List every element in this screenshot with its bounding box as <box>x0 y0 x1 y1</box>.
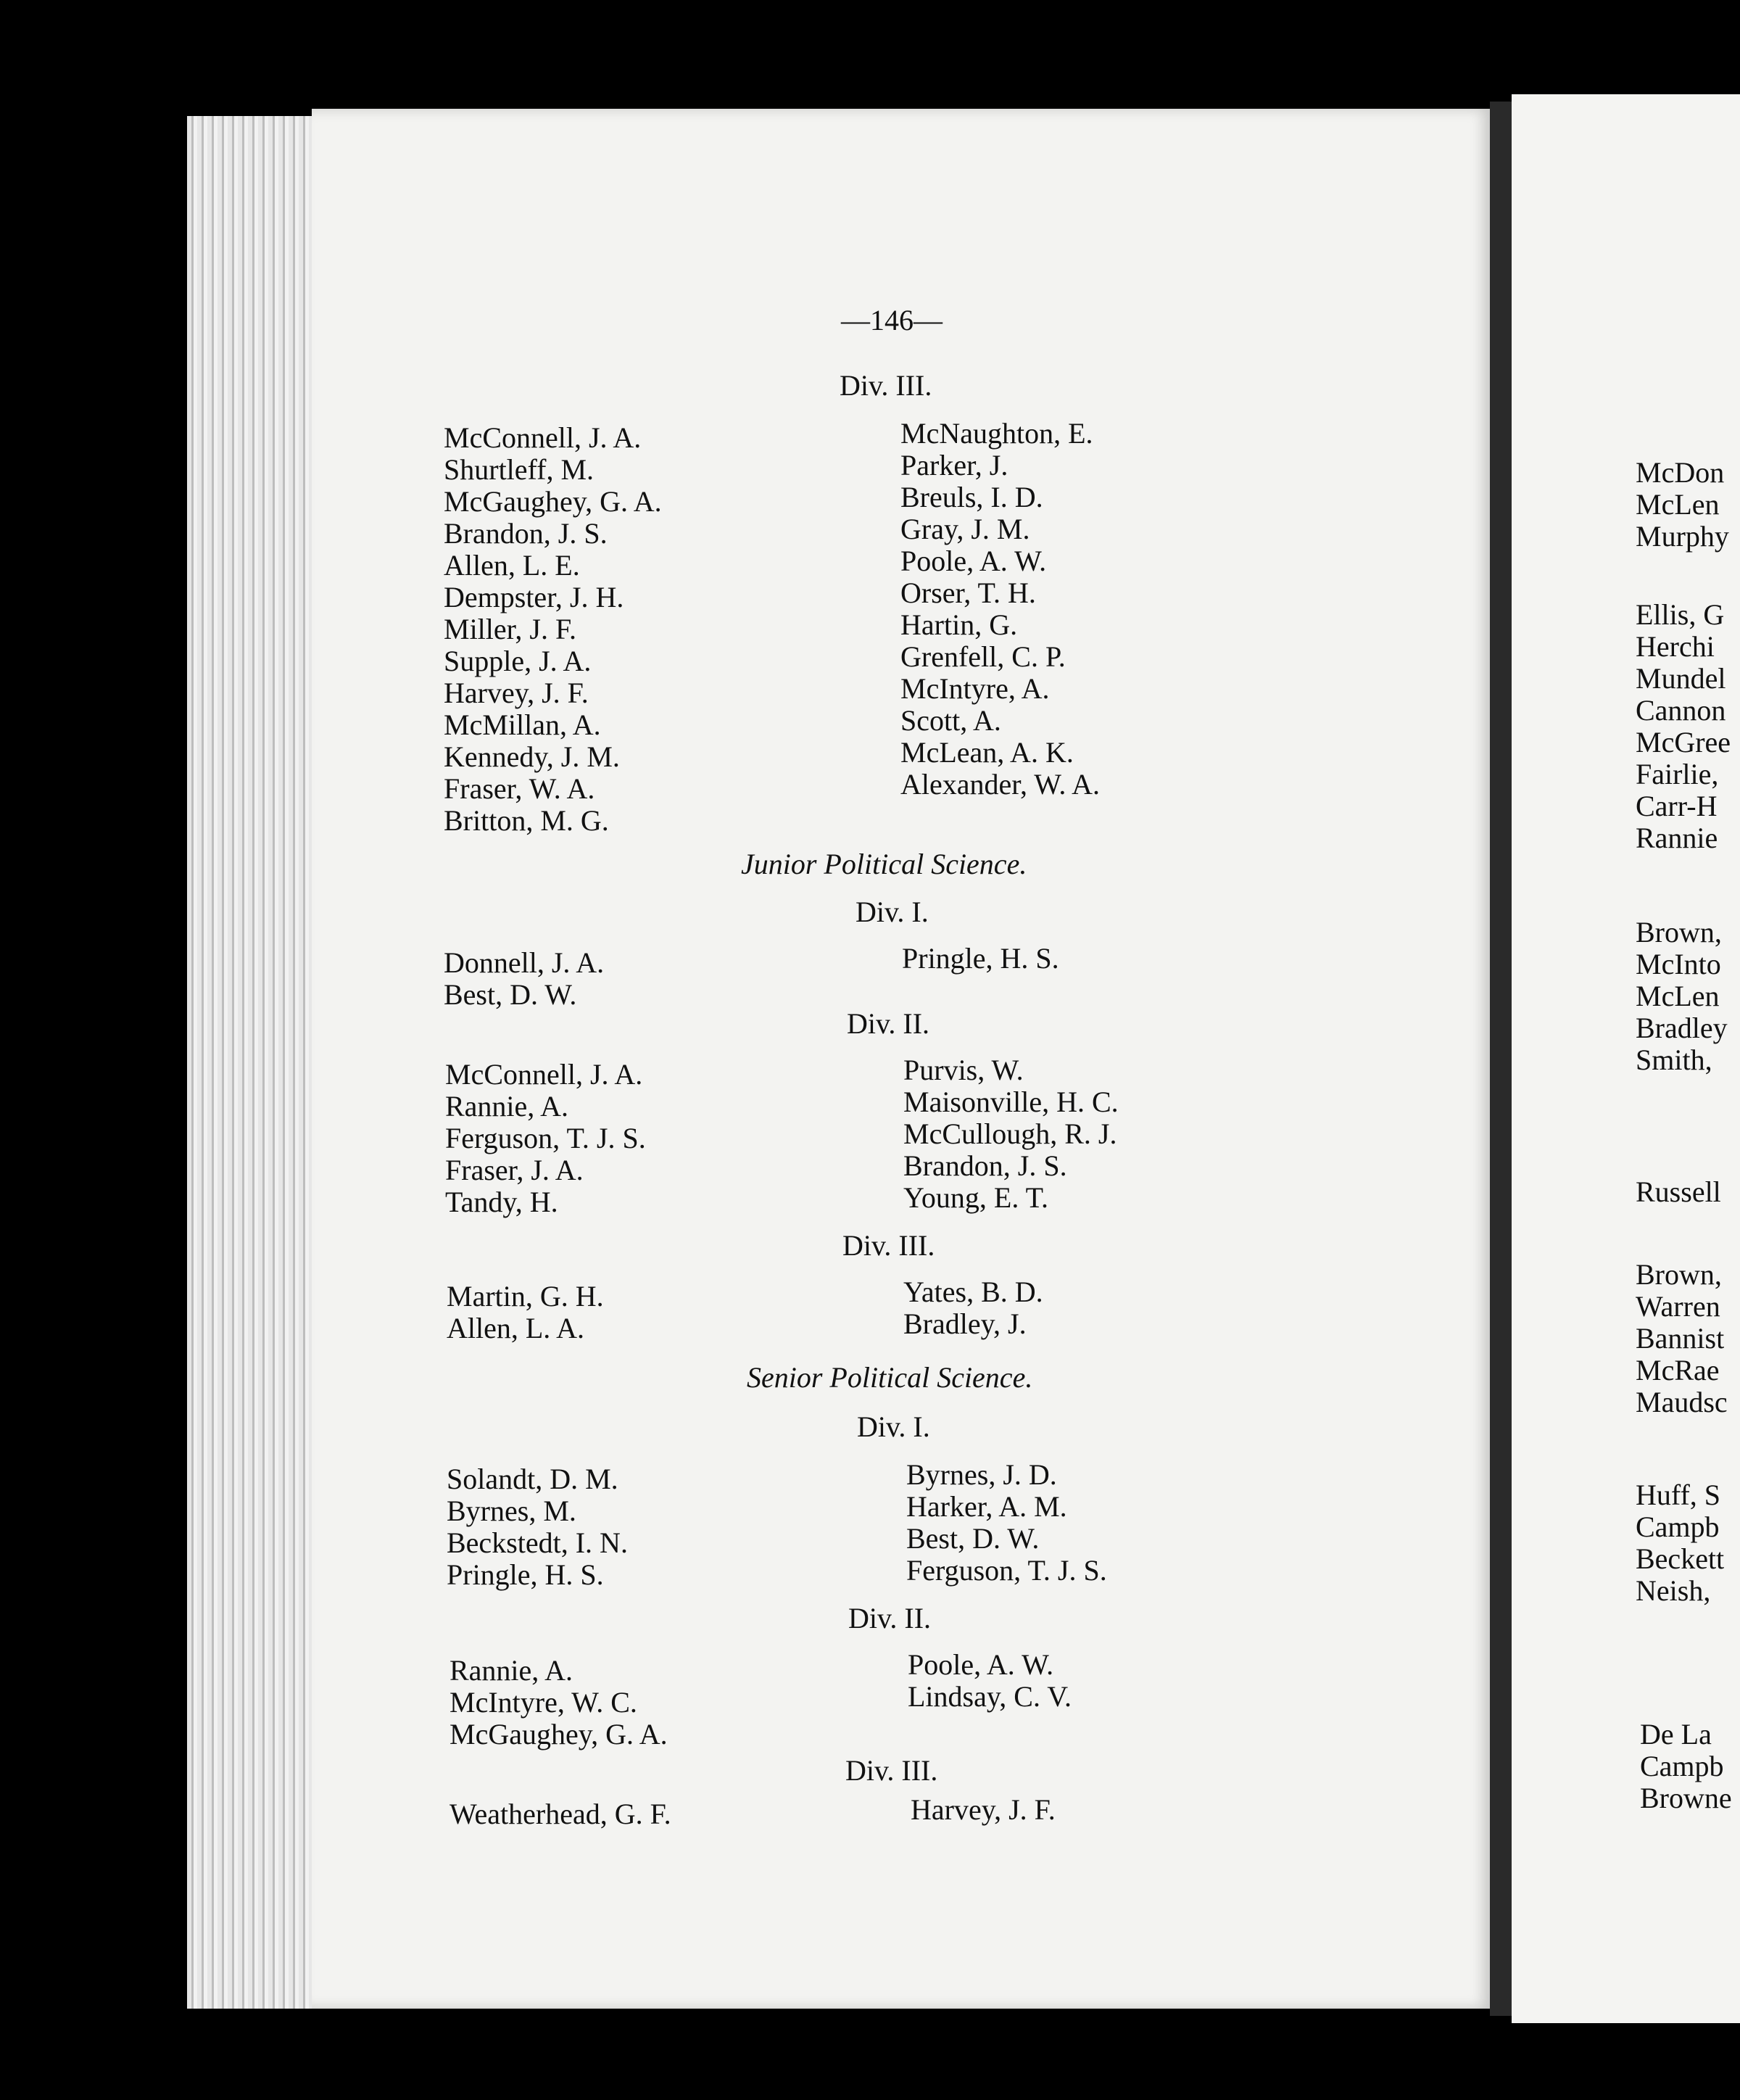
list-item: Miller, J. F. <box>444 613 576 645</box>
list-item: Weatherhead, G. F. <box>450 1798 671 1830</box>
list-item: Ferguson, T. J. S. <box>445 1122 646 1154</box>
list-item: McCullough, R. J. <box>903 1117 1117 1150</box>
list-item: McLean, A. K. <box>900 736 1074 769</box>
facing-page-text: Brown, <box>1636 1258 1722 1291</box>
list-item: Poole, A. W. <box>908 1648 1054 1681</box>
list-item: McGaughey, G. A. <box>444 485 662 518</box>
list-item: Beckstedt, I. N. <box>447 1526 628 1559</box>
facing-page-text: Ellis, G <box>1636 598 1725 631</box>
list-item: Young, E. T. <box>903 1181 1049 1214</box>
list-item: Scott, A. <box>900 704 1001 737</box>
facing-page-text: McDon <box>1636 456 1725 489</box>
list-item: McMillan, A. <box>444 708 601 741</box>
list-item: Best, D. W. <box>444 978 577 1011</box>
div-heading: Div. I. <box>857 1410 930 1443</box>
list-item: Fraser, J. A. <box>445 1154 584 1186</box>
list-item: Fraser, W. A. <box>444 772 595 805</box>
facing-page-text: Huff, S <box>1636 1479 1721 1511</box>
facing-page-text: Browne <box>1640 1782 1732 1814</box>
list-item: Orser, T. H. <box>900 576 1036 609</box>
facing-page-text: McGree <box>1636 726 1731 758</box>
section-title: Junior Political Science. <box>741 848 1027 880</box>
facing-page-text: Rannie <box>1636 822 1718 854</box>
list-item: Grenfell, C. P. <box>900 640 1066 673</box>
facing-page-text: Brown, <box>1636 916 1722 948</box>
list-item: Harker, A. M. <box>906 1490 1067 1523</box>
facing-page-text: McRae <box>1636 1354 1720 1386</box>
list-item: Brandon, J. S. <box>444 517 608 550</box>
div-heading: Div. III. <box>845 1754 938 1787</box>
facing-page-text: McInto <box>1636 948 1721 980</box>
div-heading: Div. III. <box>842 1229 935 1262</box>
page-edges <box>187 116 325 2009</box>
list-item: Dempster, J. H. <box>444 581 624 613</box>
book-gutter <box>1490 102 1512 2016</box>
list-item: Harvey, J. F. <box>911 1793 1056 1826</box>
facing-page-text: Carr-H <box>1636 790 1718 822</box>
list-item: McGaughey, G. A. <box>450 1718 668 1750</box>
div-heading: Div. II. <box>847 1007 930 1040</box>
list-item: Martin, G. H. <box>447 1280 604 1312</box>
list-item: McIntyre, W. C. <box>450 1686 637 1719</box>
facing-page-text: Cannon <box>1636 694 1726 727</box>
list-item: Shurtleff, M. <box>444 453 594 486</box>
list-item: Byrnes, J. D. <box>906 1458 1057 1491</box>
list-item: Britton, M. G. <box>444 804 609 837</box>
facing-page-text: Fairlie, <box>1636 758 1719 790</box>
list-item: Harvey, J. F. <box>444 677 589 709</box>
div-heading: Div. I. <box>856 896 929 928</box>
facing-page-text: Neish, <box>1636 1574 1711 1607</box>
list-item: Rannie, A. <box>445 1090 568 1123</box>
facing-page-text: Herchi <box>1636 630 1715 663</box>
list-item: Bradley, J. <box>903 1307 1027 1340</box>
list-item: Poole, A. W. <box>900 545 1047 577</box>
facing-page-text: Campb <box>1636 1510 1720 1543</box>
list-item: Parker, J. <box>900 449 1008 481</box>
facing-page-text: De La <box>1640 1718 1712 1750</box>
list-item: Allen, L. A. <box>447 1312 584 1344</box>
facing-page-text: Beckett <box>1636 1542 1725 1575</box>
list-item: Supple, J. A. <box>444 645 592 677</box>
list-item: Maisonville, H. C. <box>903 1086 1119 1118</box>
list-item: Solandt, D. M. <box>447 1463 618 1495</box>
list-item: Rannie, A. <box>450 1654 573 1687</box>
list-item: Hartin, G. <box>900 608 1018 641</box>
list-item: McIntyre, A. <box>900 672 1050 705</box>
list-item: Purvis, W. <box>903 1054 1024 1086</box>
list-item: Donnell, J. A. <box>444 946 605 979</box>
list-item: Kennedy, J. M. <box>444 740 620 773</box>
list-item: Allen, L. E. <box>444 549 580 582</box>
list-item: Breuls, I. D. <box>900 481 1043 513</box>
facing-page-text: Warren <box>1636 1290 1720 1323</box>
facing-page-text: Maudsc <box>1636 1386 1728 1418</box>
div-heading: Div. II. <box>848 1602 932 1634</box>
list-item: Alexander, W. A. <box>900 768 1101 801</box>
list-item: Yates, B. D. <box>903 1276 1043 1308</box>
facing-page-text: Russell <box>1636 1175 1721 1208</box>
list-item: Gray, J. M. <box>900 513 1030 545</box>
div-heading: Div. III. <box>840 369 932 402</box>
list-item: Tandy, H. <box>445 1186 558 1218</box>
facing-page-text: Murphy <box>1636 520 1729 553</box>
list-item: McNaughton, E. <box>900 417 1093 450</box>
facing-page-text: McLen <box>1636 488 1720 521</box>
list-item: McConnell, J. A. <box>445 1058 643 1091</box>
facing-page-text: Mundel <box>1636 662 1726 695</box>
list-item: Best, D. W. <box>906 1522 1040 1555</box>
list-item: Pringle, H. S. <box>902 942 1059 975</box>
page-number: —146— <box>841 304 942 336</box>
facing-page-text: Campb <box>1640 1750 1724 1782</box>
facing-page-text: Bradley <box>1636 1012 1728 1044</box>
facing-page-text: McLen <box>1636 980 1720 1012</box>
list-item: Brandon, J. S. <box>903 1149 1067 1182</box>
list-item: Lindsay, C. V. <box>908 1680 1072 1713</box>
list-item: Byrnes, M. <box>447 1495 576 1527</box>
list-item: McConnell, J. A. <box>444 421 642 454</box>
facing-page-text: Bannist <box>1636 1322 1725 1355</box>
list-item: Pringle, H. S. <box>447 1558 604 1591</box>
facing-page-text: Smith, <box>1636 1043 1712 1076</box>
section-title: Senior Political Science. <box>747 1361 1033 1394</box>
list-item: Ferguson, T. J. S. <box>906 1554 1107 1587</box>
